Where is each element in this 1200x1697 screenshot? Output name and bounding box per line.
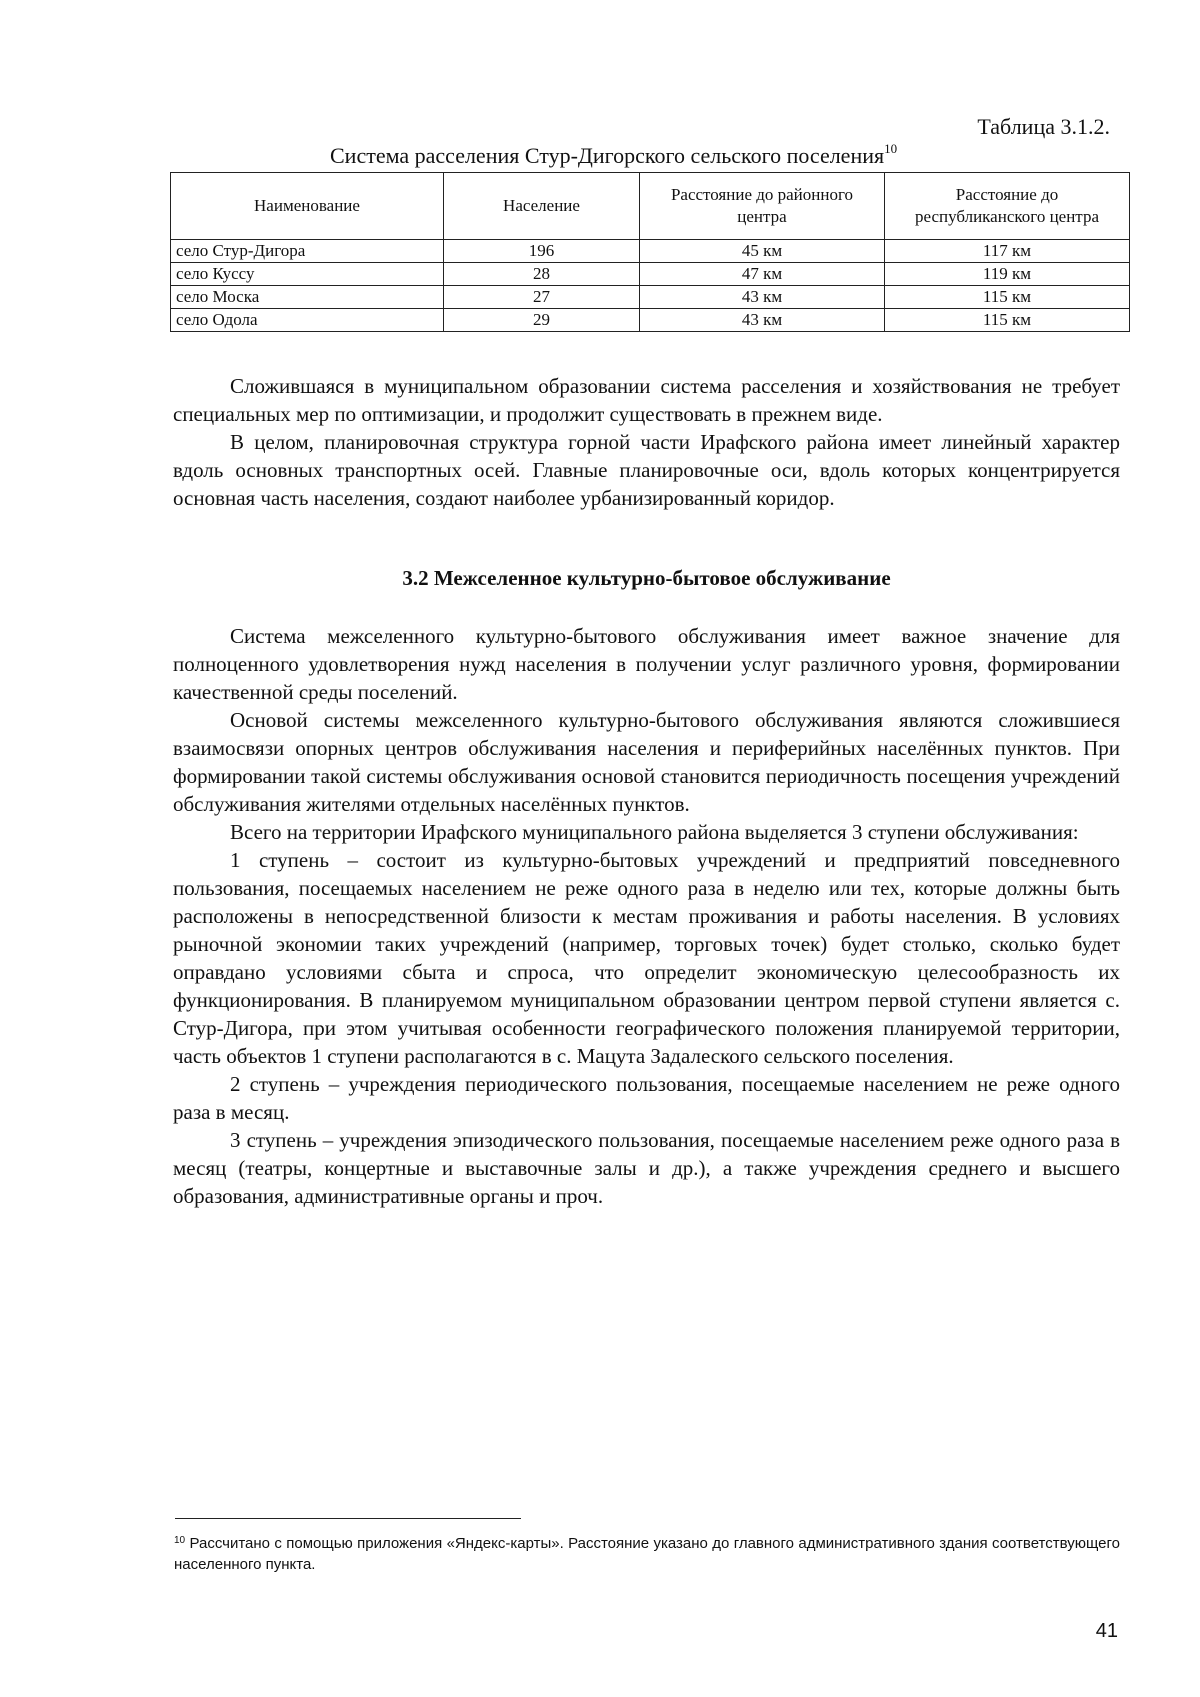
header-distance-district: Расстояние до районного центра: [640, 173, 885, 240]
table-title-footnote-mark: 10: [884, 141, 898, 156]
table-row: [171, 286, 1130, 309]
table-row: [171, 309, 1130, 332]
paragraph: Система межселенного культурно-бытового обслуживания имеет важное значение для полноценного удовлетворения нужд населения в получении услуг различного уровня, формировании качественной среды поселений.: [173, 624, 1120, 704]
table-row: [171, 240, 1130, 263]
section-heading: 3.2 Межселенное культурно-бытовое обслуживание: [402, 566, 891, 590]
paragraph: 3 ступень – учреждения эпизодического пользования, посещаемые населением реже одного раза в месяц (театры, концертные и выставочные залы и др.), а также учреждения среднего и высшего образования, административные органы и проч.: [173, 1128, 1120, 1208]
paragraph: 1 ступень – состоит из культурно-бытовых учреждений и предприятий повседневного пользования, посещаемых населением не реже одного раза в неделю или тех, которые должны быть расположены в непосредственной близости к местам проживания и работы населения. В условиях рыночной экономии таких учреждений (например, торговых точек) будет столько, сколько будет оправдано условиями сбыта и спроса, что определит экономическую целесообразность их функционирования. В планируемом муниципальном образовании центром первой ступени является с. Стур-Дигора, при этом учитывая особенности географического положения планируемой территории, часть объектов 1 ступени располагаются в с. Мацута Задалеского сельского поселения.: [173, 848, 1120, 1068]
cell-distance-district: 45 км: [640, 240, 885, 263]
cell-distance-republic: 117 км: [885, 240, 1130, 263]
footnote: [174, 1533, 1120, 1575]
cell-distance-republic: 115 км: [885, 309, 1130, 332]
cell-name: село Стур-Дигора: [171, 240, 444, 263]
paragraph: Сложившаяся в муниципальном образовании система расселения и хозяйствования не требует специальных мер по оптимизации, и продолжит существовать в прежнем виде.: [173, 374, 1120, 426]
paragraph: Основой системы межселенного культурно-бытового обслуживания являются сложившиеся взаимосвязи опорных центров обслуживания населения и периферийных населённых пунктов. При формировании такой системы обслуживания основой становится периодичность посещения учреждений обслуживания жителями отдельных населённых пунктов.: [173, 708, 1120, 816]
header-distance-republic: Расстояние до республиканского центра: [885, 173, 1130, 240]
paragraph: В целом, планировочная структура горной части Ирафского района имеет линейный характер вдоль основных транспортных осей. Главные планировочные оси, вдоль которых концентрируется основная часть населения, создают наиболее урбанизированный коридор.: [173, 430, 1120, 510]
table-title-text: Система расселения Стур-Дигорского сельского поселения: [330, 143, 885, 168]
text-block-before-heading: [173, 372, 1120, 512]
header-name: Наименование: [171, 173, 444, 240]
cell-distance-republic: 115 км: [885, 286, 1130, 309]
cell-name: село Куссу: [171, 263, 444, 286]
cell-name: село Моска: [171, 286, 444, 309]
footnote-mark: 10: [174, 1535, 186, 1546]
footnote-text: Рассчитано с помощью приложения «Яндекс-карты». Расстояние указано до главного административного здания соответствующего населенного пункта.: [174, 1535, 1120, 1573]
text-block-after-heading: [173, 622, 1120, 1210]
cell-name: село Одола: [171, 309, 444, 332]
cell-population: 196: [444, 240, 640, 263]
settlement-table: [170, 172, 1130, 332]
cell-distance-district: 47 км: [640, 263, 885, 286]
table-header-row: [171, 173, 1130, 240]
paragraph: 2 ступень – учреждения периодического пользования, посещаемые населением не реже одного раза в месяц.: [173, 1072, 1120, 1124]
cell-population: 29: [444, 309, 640, 332]
table-title: [330, 143, 897, 169]
table-row: [171, 263, 1130, 286]
header-population: Население: [444, 173, 640, 240]
footnote-divider: [175, 1518, 521, 1519]
table-number: Таблица 3.1.2.: [977, 114, 1110, 139]
cell-distance-district: 43 км: [640, 286, 885, 309]
cell-population: 27: [444, 286, 640, 309]
cell-distance-republic: 119 км: [885, 263, 1130, 286]
cell-population: 28: [444, 263, 640, 286]
cell-distance-district: 43 км: [640, 309, 885, 332]
paragraph: Всего на территории Ирафского муниципального района выделяется 3 ступени обслуживания:: [230, 820, 1079, 844]
page-number: 41: [1095, 1620, 1118, 1642]
